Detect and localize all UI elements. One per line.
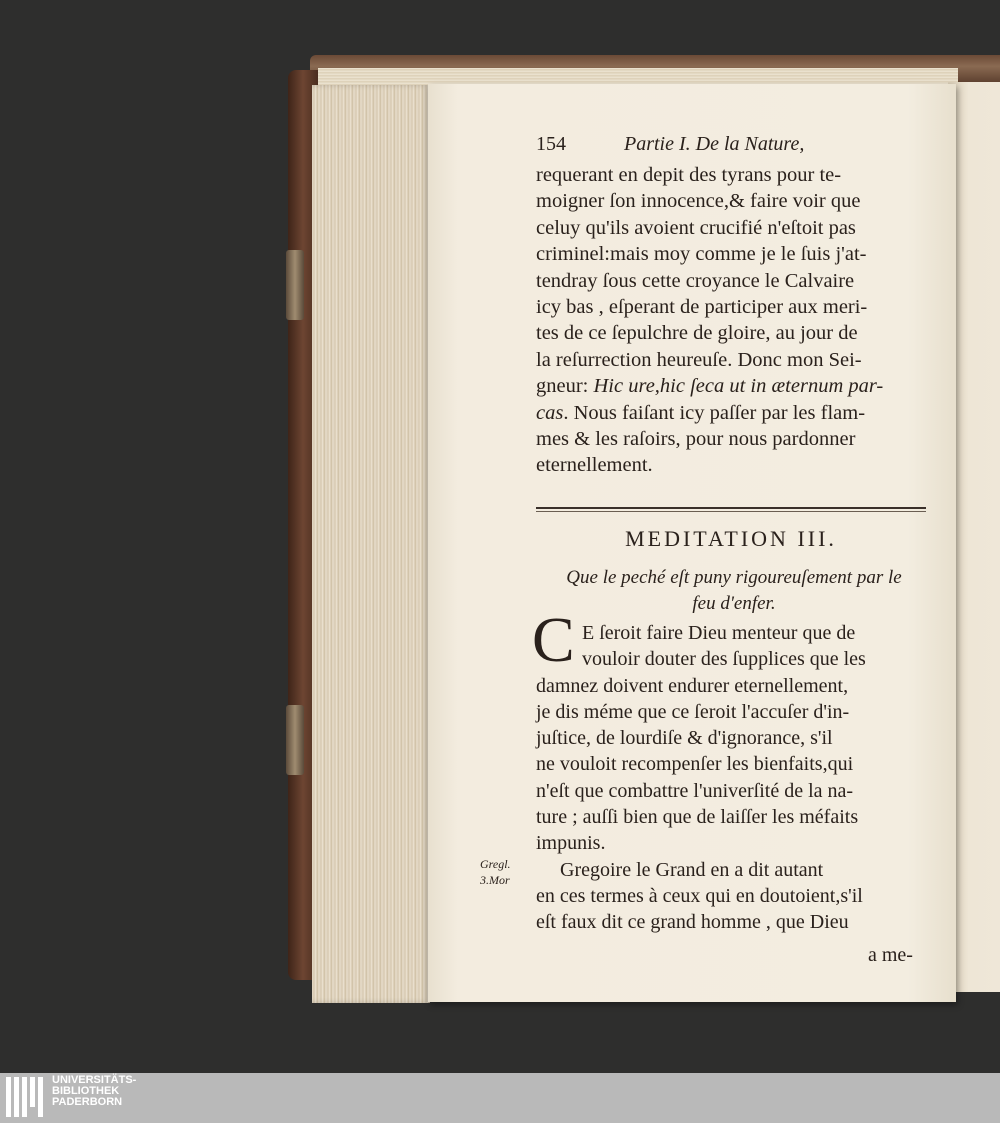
text-line: en ces termes à ceux qui en doutoient,s'il	[536, 884, 863, 907]
text-line: vouloir douter des ſupplices que les	[582, 648, 866, 671]
text-line: criminel:mais moy comme je le ſuis j'at-	[536, 243, 867, 266]
text-line: ture ; auſſi bien que de laiſſer les méfaits	[536, 806, 859, 829]
catchword: a me-	[868, 944, 913, 966]
meditation-subtitle	[536, 565, 932, 617]
page-header	[536, 133, 936, 156]
text-line: n'eſt que combattre l'univerſité de la na-	[536, 779, 854, 802]
page-stack-edges	[312, 85, 430, 1003]
text-line: damnez doivent endurer eternellement,	[536, 674, 849, 697]
subtitle-line: Que le peché eſt puny rigoureuſement par le	[566, 567, 902, 588]
clasp-upper	[286, 250, 304, 320]
latin-quote-end: cas	[536, 401, 564, 424]
clasp-lower	[286, 705, 304, 775]
margin-note-line: 3.Mor	[480, 873, 510, 887]
text-line: eternellement.	[536, 454, 653, 477]
text-line: ne vouloit recompenſer les bienfaits,qui	[536, 753, 854, 776]
margin-note-line: Gregl.	[480, 857, 511, 871]
body-text-top	[536, 162, 936, 479]
page-number: 154	[536, 133, 566, 155]
text-line: celuy qu'ils avoient crucifié n'eſtoit pas	[536, 216, 856, 239]
latin-prefix: gneur:	[536, 375, 594, 398]
text-line: la reſurrection heureuſe. Donc mon Sei-	[536, 348, 862, 371]
text-line: eſt faux dit ce grand homme , que Dieu	[536, 911, 849, 934]
text-line: tendray ſous cette croyance le Calvaire	[536, 269, 855, 292]
text-line: tes de ce ſepulchre de gloire, au jour de	[536, 322, 858, 345]
text-line: E ſeroit faire Dieu menteur que de	[582, 622, 856, 644]
text-line: requerant en depit des tyrans pour te-	[536, 164, 842, 186]
text-line: moigner ſon innocence,& faire voir que	[536, 190, 861, 213]
running-title: Partie I. De la Nature,	[624, 133, 805, 155]
library-name-line: PADERBORN	[52, 1096, 123, 1108]
text-line: juſtice, de lourdiſe & d'ignorance, s'il	[536, 727, 833, 750]
drop-cap: C	[532, 604, 575, 675]
library-name-line: UNIVERSITÄTS-	[52, 1074, 137, 1086]
latin-rest: . Nous faiſant icy paſſer par les flam-	[563, 401, 866, 424]
margin-note	[480, 856, 511, 888]
text-line: je dis méme que ce ſeroit l'accuſer d'in-	[536, 700, 850, 723]
text-line: Gregoire le Grand en a dit autant	[560, 858, 824, 881]
text-line: mes & les raſoirs, pour nous pardonner	[536, 428, 856, 451]
subtitle-line: feu d'enfer.	[692, 593, 776, 614]
library-name	[52, 1075, 136, 1108]
footer-bar	[0, 1073, 1000, 1123]
meditation-title: MEDITATION III.	[625, 526, 837, 551]
text-line: impunis.	[536, 832, 606, 855]
text-line-latin2	[536, 400, 936, 426]
section-rule-thin	[536, 511, 926, 512]
latin-quote: Hic ure,hic ſeca ut in æternum par-	[593, 375, 884, 398]
section-rule	[536, 507, 926, 509]
text-line-latin	[536, 373, 936, 399]
library-name-line: BIBLIOTHEK	[52, 1085, 120, 1097]
text-line: icy bas , eſperant de participer aux meri-	[536, 296, 868, 319]
meditation-body	[536, 620, 936, 936]
